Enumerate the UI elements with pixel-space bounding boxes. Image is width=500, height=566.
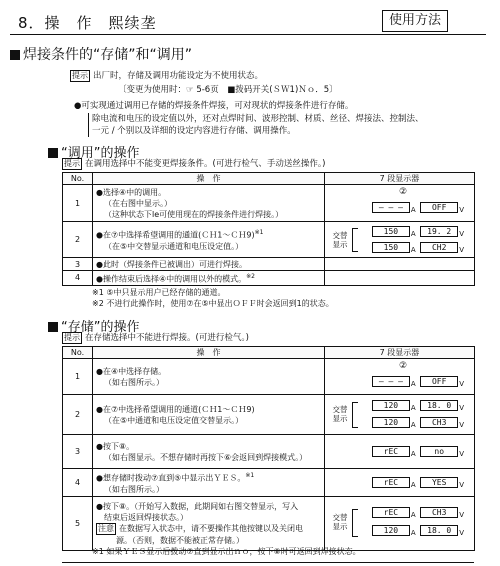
seven-seg-display: rEC A no V (325, 435, 475, 469)
table-row: 3 ●此时（焊接条件已被调出）可进行焊接。 (63, 258, 475, 271)
save-table: No. 操 作 7 段显示器 1 ●在④中选择存储。 （如右图所示。） ② – – – A OFF V 2 ●在⑦中选择希望调用的通道(ＣＨ1～ＣＨ9) （在⑤中通道和电压设定值交替显示。） 交替显示 120 A 18. 0 V 120 A CH3 V 3 ●按下⑧。 （如右图显示。不想存储时再按下⑥会返回到焊接模式。） rEC A no V 4 ●想存储时拨动⑦直到⑤中显示出ＹＥＳ。$^{※1}$ （如右图所示。） rEC A YES V 5 ●按下⑧。（开始写入数据，此期间如右图交替显示，写入 结束后返回焊接状态。） 注意 在数据写入状态中，请不要操作其他按键以及关闭电 源。（否则，数据不能被正常存储。） 交替显示 rEC A CH3 V 120 A 18. 0 V (62, 346, 475, 551)
hint-text: 出厂时，存储及调用功能设定为不使用状态。 (93, 71, 264, 81)
table-row: 3 ●按下⑧。 （如右图显示。不想存储时再按下⑥会返回到焊接模式。） rEC A no V (63, 435, 475, 469)
method-tab: 使用方法 (382, 10, 448, 32)
save-hint: 提示 在存储选择中不能进行焊接。(可进行检气。) (64, 333, 249, 343)
call-note-2: ※2 不进行此操作时，使用⑦在⑤中显出ＯＦＦ时会返回到1的状态。 (92, 299, 334, 308)
attention-tag: 注意 (98, 524, 114, 533)
call-heading: “调用”的操作 (48, 142, 139, 161)
seven-seg-display: ② – – – A OFF V (325, 359, 475, 395)
seven-seg-display: ② – – – A OFF V (325, 185, 475, 222)
page-header (8, 10, 486, 34)
header-rule (10, 34, 486, 35)
square-bullet-icon (10, 50, 20, 60)
seven-seg-display: 交替显示 120 A 18. 0 V 120 A CH3 V (325, 395, 475, 435)
call-hint: 提示 在调用选择中不能变更焊接条件。(可进行检气、手动送丝操作。) (64, 159, 326, 169)
intro-detail: 除电流和电压的设定值以外，还对点焊时间、波形控制、材质、丝径、焊接法、控制法、 一元 / 个别以及详细的设定内容进行存储、调用操作。 (88, 113, 480, 137)
table-row: 4 ●想存储时拨动⑦直到⑤中显示出ＹＥＳ。$^{※1}$ （如右图所示。） rEC A YES V (63, 469, 475, 497)
call-table: No. 操 作 7 段显示器 1 ●选择④中的调用。 （在右图中显示。） （这种状态下le可使用现在的焊接条件进行焊接。） ② – – – A OFF V 2 ●在⑦中选择希望调用的通道(ＣＨ1～ＣＨ9)$^{※1}$ （在⑤中交替显示通道和电压设定值。） 交替显示 150 A 19. 2 V 150 A CH2 V 3 ●此时（焊接条件已被调出）可进行焊接。 4 ●操作结束后选择④中的调用以外的模式。$^{※2}$ (62, 172, 475, 286)
hint-factory (70, 70, 480, 82)
seven-seg-display: 交替显示 150 A 19. 2 V 150 A CH2 V (325, 222, 475, 258)
intro-line-1: ●可实现通过调用已存储的焊接条件焊接，可对现状的焊接条件进行存储。 (74, 101, 354, 111)
table-row: 2 ●在⑦中选择希望调用的通道(ＣＨ1～ＣＨ9)$^{※1}$ （在⑤中交替显示通道和电压设定值。） 交替显示 150 A 19. 2 V 150 A CH2 V (63, 222, 475, 258)
square-bullet-icon (48, 322, 58, 332)
section-title: 8．操 作 熙续垄 (18, 14, 157, 32)
table-row: 2 ●在⑦中选择希望调用的通道(ＣＨ1～ＣＨ9) （在⑤中通道和电压设定值交替显示。） 交替显示 120 A 18. 0 V 120 A CH3 V (63, 395, 475, 435)
seven-seg-display: rEC A YES V (325, 469, 475, 497)
seven-seg-display: 交替显示 rEC A CH3 V 120 A 18. 0 V (325, 497, 475, 551)
table-row: 5 ●按下⑧。（开始写入数据，此期间如右图交替显示，写入 结束后返回焊接状态。） 注意 在数据写入状态中，请不要操作其他按键以及关闭电 源。（否则，数据不能被正常存储。） 交替显示 rEC A CH3 V 120 A 18. 0 V (63, 497, 475, 551)
table-row: 1 ●在④中选择存储。 （如右图所示。） ② – – – A OFF V (63, 359, 475, 395)
save-heading: “存储”的操作 (48, 316, 139, 335)
save-note-1: ※1 如果ＹＥＳ显示后拨动⑦直到显示出ｎｏ，按下⑧时可返回到焊接状态。 (92, 547, 361, 556)
square-bullet-icon (48, 148, 58, 158)
table-row: 1 ●选择④中的调用。 （在右图中显示。） （这种状态下le可使用现在的焊接条件进行焊接。） ② – – – A OFF V (63, 185, 475, 222)
call-note-1: ※1 ⑤中只显示用户已经存储的通道。 (92, 288, 226, 297)
footer-rule (62, 562, 474, 563)
hint-reference: 〔变更为使用时：☞ 5-6页 ■拨码开关(ＳＷ1)Ｎｏ．5〕 (118, 85, 338, 95)
hint-tag: 提示 (72, 71, 88, 80)
main-heading: 焊接条件的“存储”和“调用” (10, 44, 192, 64)
table-row: 4 ●操作结束后选择④中的调用以外的模式。$^{※2}$ (63, 271, 475, 286)
